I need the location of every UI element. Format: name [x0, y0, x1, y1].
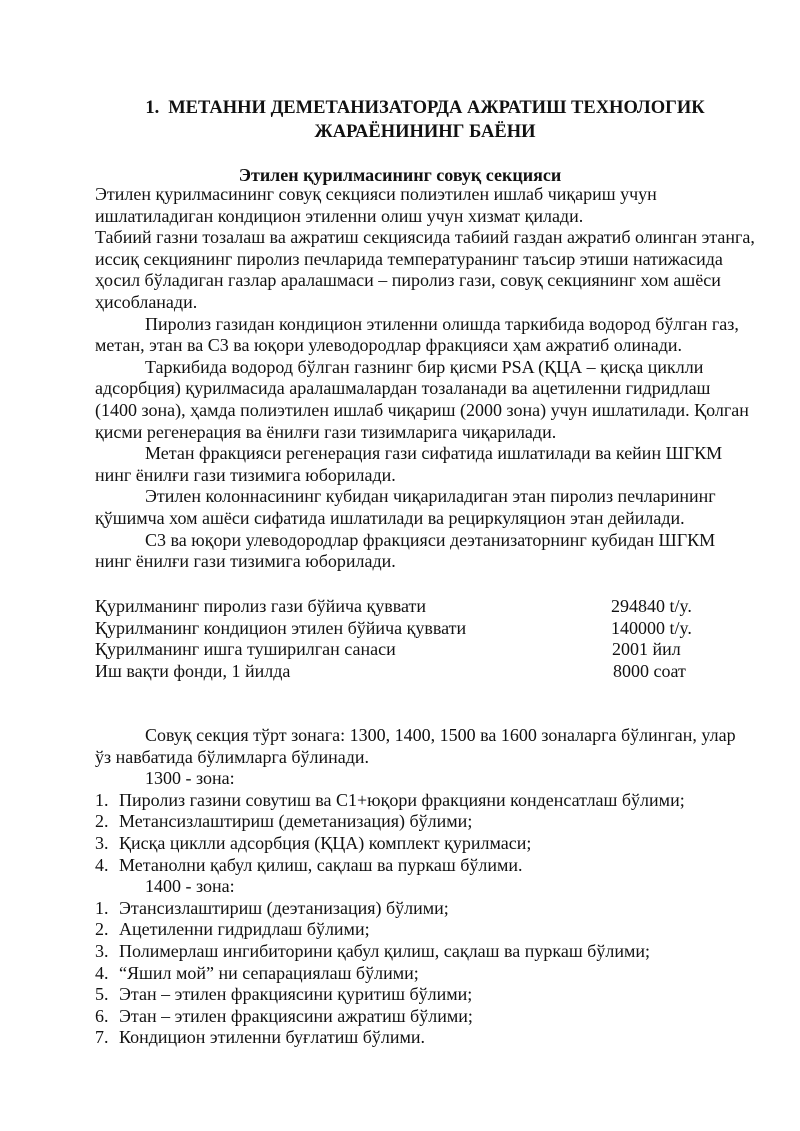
spec-row: [95, 661, 755, 683]
zone-1300-list: [95, 790, 755, 876]
item-number: 5.: [95, 984, 109, 1005]
list-item: [95, 898, 755, 920]
specs-table: [95, 596, 755, 682]
spec-label: Қурилманинг кондицион этилен бўйича қуввати: [95, 617, 467, 638]
item-text: “Яшил мой” ни сепарациялаш бўлими;: [119, 962, 419, 983]
list-item: [95, 963, 755, 985]
zone-1400-title: 1400 - зона:: [145, 876, 235, 897]
item-text: Ацетиленни гидридлаш бўлими;: [119, 919, 370, 940]
item-number: 6.: [95, 1005, 109, 1026]
item-text: Полимерлаш ингибиторини қабул қилиш, сақлаш ва пуркаш бўлими;: [119, 940, 650, 961]
item-number: 4.: [95, 962, 109, 983]
item-text: Этан – этилен фракциясини қуритиш бўлими;: [119, 984, 473, 1005]
item-number: 1.: [95, 897, 109, 918]
body-text: [95, 184, 755, 573]
item-number: 7.: [95, 1027, 109, 1048]
item-text: Пиролиз газини совутиш ва С1+юқори фракцияни конденсатлаш бўлими;: [119, 789, 685, 810]
zone-1300-title: 1300 - зона:: [145, 768, 235, 789]
heading-number: 1.: [145, 98, 160, 118]
spec-value: 2001 йил: [612, 639, 681, 660]
paragraph: Табиий газни тозалаш ва ажратиш секциясида табиий газдан ажратиб олинган этанга, иссиқ секциянинг пиролиз печларида температуранинг таъсир этиши натижасида ҳосил бўладиган газлар аралашмаси – пиролиз гази, совуқ секциянинг хом ашёси ҳисобланади.: [95, 227, 755, 312]
paragraph: Этилен қурилмасининг совуқ секцияси полиэтилен ишлаб чиқариш учун ишлатиладиган кондицион этиленни олиш учун хизмат қилади.: [95, 184, 657, 226]
list-item: [95, 1006, 755, 1028]
paragraph: Этилен колоннасининг кубидан чиқариладиган этан пиролиз печларининг қўшимча хом ашёси сифатида ишлатилади ва рециркуляцион этан дейилади.: [95, 486, 716, 528]
paragraph: Таркибида водород бўлган газнинг бир қисми PSA (ҚЦА – қисқа циклли адсорбция) қурилмасида аралашмалардан тозаланади ва ацетиленни гидридлаш (1400 зона), ҳамда полиэтилен ишлаб чиқариш (2000 зона) учун ишлатилади. Қолган қисми регенерация ва ёнилғи гази тизимларига чиқарилади.: [95, 356, 749, 442]
list-item: [95, 790, 755, 812]
spec-label: Қурилманинг ишга туширилган санаси: [95, 639, 396, 660]
zones-section: [95, 725, 755, 1049]
item-number: 2.: [95, 811, 109, 832]
item-text: Кондицион этиленни буғлатиш бўлими.: [119, 1027, 426, 1048]
spec-label: Қурилманинг пиролиз гази бўйича қуввати: [95, 596, 427, 616]
subheading: Этилен қурилмасининг совуқ секцияси: [238, 165, 562, 185]
list-item: [95, 941, 755, 963]
heading-line-1: [120, 96, 730, 120]
item-number: 2.: [95, 919, 109, 940]
section-heading: [120, 96, 730, 144]
spec-value: 140000 t/y.: [611, 617, 692, 638]
spec-value: 8000 соат: [613, 660, 686, 681]
zones-intro: Совуқ секция тўрт зонага: 1300, 1400, 1500 ва 1600 зоналарга бўлинган, улар ўз навбатида бўлимларга бўлинади.: [95, 725, 736, 767]
list-item: [95, 919, 755, 941]
spec-row: [95, 596, 755, 618]
item-number: 3.: [95, 832, 109, 853]
item-text: Метанолни қабул қилиш, сақлаш ва пуркаш бўлими.: [119, 854, 523, 875]
list-item: [95, 855, 755, 877]
paragraph: Метан фракцияси регенерация гази сифатида ишлатилади ва кейин ШГКМ нинг ёнилғи гази тизимига юборилади.: [95, 443, 723, 485]
heading-line-2: ЖАРАЁНИНИНГ БАЁНИ: [314, 122, 536, 142]
item-number: 3.: [95, 940, 109, 961]
zone-1400-list: [95, 898, 755, 1049]
list-item: [95, 984, 755, 1006]
item-text: Этансизлаштириш (деэтанизация) бўлими;: [119, 897, 449, 918]
item-text: Этан – этилен фракциясини ажратиш бўлими;: [119, 1005, 473, 1026]
paragraph: С3 ва юқори улеводородлар фракцияси деэтанизаторнинг кубидан ШГКМ нинг ёнилғи гази тизимига юборилади.: [95, 529, 716, 572]
item-number: 4.: [95, 854, 109, 875]
list-item: [95, 833, 755, 855]
item-text: Қисқа циклли адсорбция (ҚЦА) комплект қурилмаси;: [119, 832, 532, 853]
heading-line-1-text: МЕТАННИ ДЕМЕТАНИЗАТОРДА АЖРАТИШ ТЕХНОЛОГИК: [168, 98, 705, 118]
item-text: Метансизлаштириш (деметанизация) бўлими;: [119, 811, 473, 832]
list-item: [95, 811, 755, 833]
spec-value: 294840 t/y.: [611, 596, 692, 616]
spec-row: [95, 639, 755, 661]
spec-label: Иш вақти фонди, 1 йилда: [95, 660, 291, 681]
item-number: 1.: [95, 789, 109, 810]
spec-row: [95, 618, 755, 640]
paragraph: Пиролиз газидан кондицион этиленни олишда таркибида водород бўлган газ, метан, этан ва С3 ва юқори улеводородлар фракцияси ҳам ажратиб олинади.: [95, 313, 739, 356]
list-item: [95, 1027, 755, 1049]
